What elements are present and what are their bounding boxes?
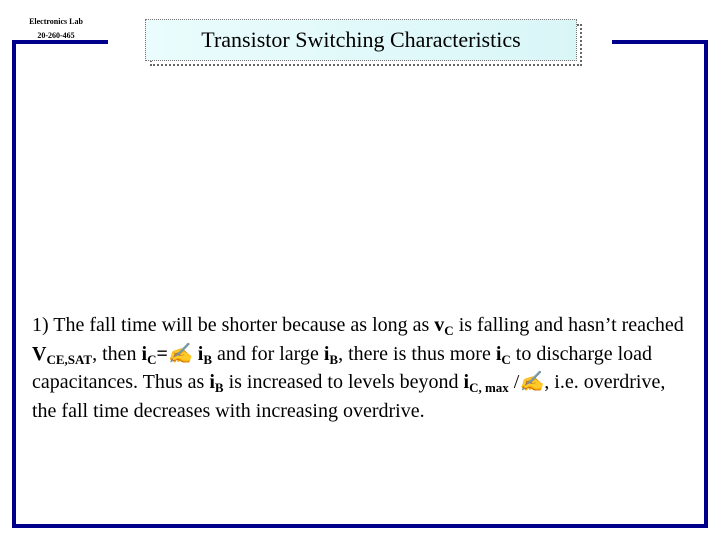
lab-header bbox=[14, 15, 98, 43]
frame-top-left-line bbox=[12, 40, 108, 44]
frame-left-line bbox=[12, 40, 16, 524]
ic-symbol: $i_C=$ bbox=[141, 342, 168, 367]
slide-title bbox=[145, 19, 577, 61]
vc-symbol: $v_C$ bbox=[434, 314, 454, 338]
body-text-segment: is increased to levels beyond bbox=[223, 371, 464, 393]
vcesat-symbol: $V_{CE,SAT}$ bbox=[32, 342, 93, 367]
body-text-segment: , then bbox=[92, 342, 142, 365]
frame-bottom-line bbox=[12, 524, 708, 528]
ib-symbol: $i_B$ bbox=[209, 371, 224, 395]
frame-top-right-line bbox=[612, 40, 708, 44]
body-text-segment: to discharge load capacitances. Thus as bbox=[32, 342, 653, 393]
ic-symbol: $i_C$ bbox=[495, 342, 511, 367]
beta-glyph: ✍ bbox=[167, 342, 193, 365]
body-text-segment: and for large bbox=[212, 342, 324, 365]
body-text-segment: , there is thus more bbox=[338, 342, 496, 365]
body-text-segment: is falling and hasn’t reached bbox=[453, 314, 684, 336]
body-paragraph bbox=[32, 311, 692, 425]
lab-name: Electronics Lab bbox=[29, 17, 83, 26]
beta-glyph: ✍ bbox=[519, 371, 545, 393]
frame-right-line bbox=[704, 40, 708, 524]
icmax-symbol: $i_{C, max}$ bbox=[463, 371, 509, 395]
slash-symbol: / bbox=[508, 371, 520, 393]
slide-title-text: Transistor Switching Characteristics bbox=[201, 27, 521, 52]
course-code: 20-260-465 bbox=[37, 31, 75, 40]
body-text-segment: 1) The fall time will be shorter because as long as bbox=[32, 314, 435, 336]
ib-symbol: $i_B$ bbox=[197, 342, 213, 367]
ib-symbol: $i_B$ bbox=[323, 342, 339, 367]
body-text-segment: , i.e. overdrive, the fall time decreases with increasing overdrive. bbox=[32, 371, 666, 422]
